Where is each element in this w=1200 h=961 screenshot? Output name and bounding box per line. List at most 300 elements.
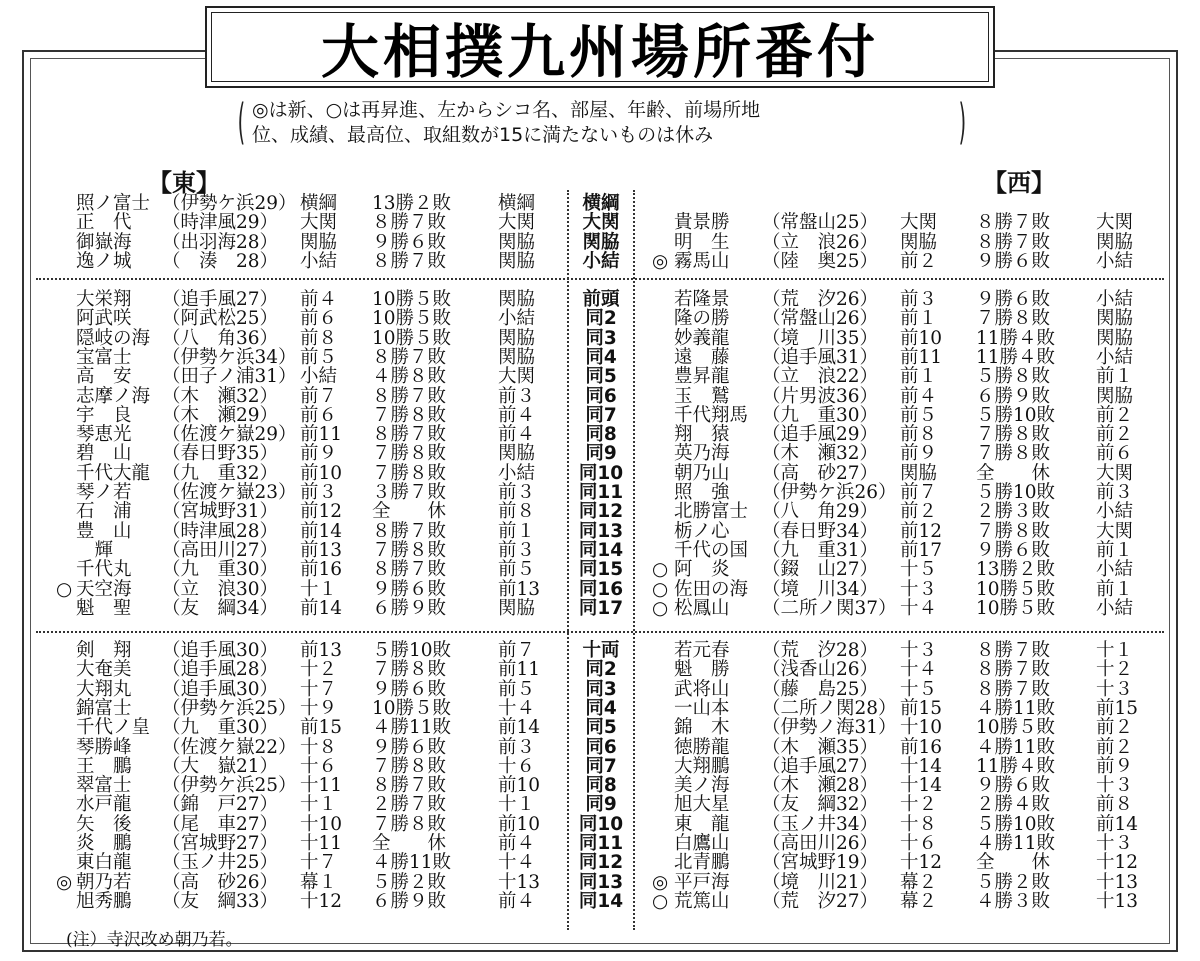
rikishi-result: ８勝７敗	[372, 212, 447, 234]
rikishi-prev: 前７	[300, 385, 338, 407]
rikishi-name: 逸ノ城	[76, 250, 132, 272]
rikishi-prev: 十14	[900, 775, 943, 797]
rikishi-name: 大翔丸	[76, 678, 132, 700]
rikishi-name: 豊昇龍	[674, 366, 730, 388]
rikishi-prev: 幕２	[900, 890, 938, 912]
rikishi-best: 小結	[1096, 250, 1134, 272]
rikishi-stable: （立 浪22）	[762, 366, 879, 388]
rikishi-stable: （木 瀬28）	[762, 775, 879, 797]
rikishi-stable: （追手風27）	[762, 755, 879, 777]
rikishi-best: 十４	[498, 852, 536, 874]
rikishi-prev: 十12	[900, 852, 943, 874]
rikishi-stable: （九 重30）	[162, 717, 279, 739]
west-label: 【西】	[983, 169, 1055, 197]
rikishi-result: ８勝７敗	[372, 346, 447, 368]
west-rikishi-row	[0, 598, 1200, 620]
rikishi-best: 関脇	[498, 289, 536, 310]
rikishi-name: 武将山	[674, 678, 730, 700]
rikishi-prev: 前11	[900, 346, 943, 368]
rikishi-best: 関脇	[498, 443, 536, 465]
rikishi-best: 前５	[498, 559, 536, 581]
rank-column-right-divider	[633, 190, 635, 930]
rikishi-result: ４勝11敗	[976, 833, 1056, 854]
rikishi-stable: （伊勢ケ浜34）	[162, 346, 297, 368]
rikishi-result: ８勝７敗	[372, 424, 447, 446]
rikishi-stable: （佐渡ケ嶽22）	[162, 736, 297, 758]
rikishi-result: ８勝７敗	[372, 775, 447, 797]
rikishi-name: 千代ノ皇	[76, 717, 151, 739]
rank-label: 同4	[585, 697, 617, 719]
rikishi-mark: ○	[652, 578, 669, 600]
rikishi-best: 関脇	[1096, 327, 1134, 349]
rikishi-result: 13勝２敗	[976, 559, 1056, 581]
rikishi-name: 朝乃山	[674, 462, 730, 484]
rikishi-result: 全 休	[372, 833, 447, 854]
rikishi-prev: 前12	[900, 520, 943, 542]
rikishi-name: 徳勝龍	[674, 736, 730, 758]
rikishi-stable: （追手風28）	[162, 659, 279, 681]
rikishi-name: 宇 良	[76, 404, 132, 426]
rikishi-result: 10勝５敗	[976, 717, 1056, 739]
rikishi-name: 水戸龍	[76, 794, 132, 816]
rikishi-name: 美ノ海	[674, 775, 730, 797]
rikishi-stable: （常盤山25）	[762, 212, 879, 234]
rikishi-stable: （田子ノ浦31）	[162, 366, 297, 388]
rikishi-result: ５勝８敗	[976, 366, 1051, 388]
rank-label: 大関	[582, 212, 620, 234]
rikishi-result: ９勝６敗	[976, 289, 1051, 310]
rikishi-prev: 前３	[900, 289, 938, 310]
rikishi-best: 前３	[498, 736, 536, 758]
rikishi-stable: （陸 奥25）	[762, 250, 879, 272]
rikishi-prev: 幕１	[300, 871, 338, 893]
rikishi-best: 大関	[498, 212, 536, 234]
rikishi-best: 十13	[1096, 871, 1139, 893]
rikishi-best: 前９	[1096, 755, 1134, 777]
rikishi-result: ５勝10敗	[976, 482, 1056, 503]
rikishi-prev: 幕２	[900, 871, 938, 893]
rikishi-prev: 十２	[300, 659, 338, 681]
rikishi-prev: 十４	[900, 659, 938, 681]
rikishi-stable: （境 川21）	[762, 871, 879, 893]
rikishi-result: ７勝８敗	[976, 308, 1051, 330]
rank-label: 同11	[578, 833, 624, 854]
rikishi-mark: ◎	[56, 871, 73, 893]
rikishi-prev: 横綱	[300, 193, 338, 214]
rikishi-result: ７勝８敗	[372, 539, 447, 561]
rikishi-name: 翔 猿	[674, 424, 730, 446]
rikishi-prev: 前16	[300, 559, 343, 581]
rikishi-stable: （常盤山26）	[762, 308, 879, 330]
rank-label: 同10	[578, 462, 624, 484]
rikishi-stable: （九 重31）	[762, 539, 879, 561]
rikishi-name: 天空海	[76, 578, 132, 600]
rank-label: 同10	[578, 813, 624, 835]
rikishi-stable: （宮城野19）	[762, 852, 879, 874]
rikishi-result: 10勝５敗	[976, 578, 1056, 600]
rikishi-name: 白鷹山	[674, 833, 730, 854]
rikishi-result: ８勝７敗	[372, 385, 447, 407]
rikishi-name: 千代大龍	[76, 462, 151, 484]
rikishi-prev: 前14	[300, 520, 343, 542]
rikishi-result: ６勝９敗	[372, 890, 447, 912]
rikishi-stable: （宮城野27）	[162, 833, 279, 854]
rikishi-prev: 十４	[900, 597, 938, 619]
rikishi-best: 関脇	[498, 346, 536, 368]
rikishi-prev: 前５	[900, 404, 938, 426]
rikishi-best: 十４	[498, 697, 536, 719]
rikishi-name: 若元春	[674, 640, 730, 661]
rikishi-prev: 十11	[300, 833, 343, 854]
rank-label: 同4	[585, 346, 617, 368]
rank-label: 関脇	[582, 231, 620, 253]
rikishi-prev: 前13	[300, 640, 343, 661]
rikishi-best: 十13	[1096, 890, 1139, 912]
rikishi-prev: 十３	[900, 640, 938, 661]
rikishi-prev: 十12	[300, 890, 343, 912]
rikishi-stable: （友 綱33）	[162, 890, 279, 912]
rikishi-result: ６勝９敗	[976, 385, 1051, 407]
rank-label: 同8	[585, 775, 617, 797]
rikishi-stable: （九 重32）	[162, 462, 279, 484]
rikishi-stable: （追手風31）	[762, 346, 879, 368]
rikishi-prev: 前４	[900, 385, 938, 407]
rikishi-result: ４勝11敗	[372, 852, 452, 874]
rikishi-prev: 前９	[300, 443, 338, 465]
rikishi-best: 大関	[498, 366, 536, 388]
rikishi-name: 志摩ノ海	[76, 385, 151, 407]
rikishi-result: ６勝９敗	[372, 597, 447, 619]
rikishi-prev: 前４	[300, 289, 338, 310]
rikishi-prev: 前２	[900, 250, 938, 272]
rikishi-name: 遠 藤	[674, 346, 730, 368]
rikishi-result: ８勝７敗	[976, 212, 1051, 234]
rikishi-result: ７勝８敗	[372, 813, 447, 835]
rikishi-best: 前５	[498, 678, 536, 700]
rikishi-best: 十１	[1096, 640, 1134, 661]
rikishi-prev: 前16	[900, 736, 943, 758]
rikishi-result: ４勝11敗	[976, 697, 1056, 719]
rikishi-best: 前３	[498, 385, 536, 407]
rikishi-prev: 十５	[900, 559, 938, 581]
rikishi-best: 前２	[1096, 404, 1134, 426]
rikishi-stable: （木 瀬35）	[762, 736, 879, 758]
rank-label: 同13	[578, 871, 624, 893]
rikishi-result: ８勝７敗	[372, 250, 447, 272]
rikishi-name: 正 代	[76, 212, 132, 234]
rikishi-result: 13勝２敗	[372, 193, 452, 214]
west-rikishi-row	[0, 251, 1200, 273]
rikishi-prev: 前８	[900, 424, 938, 446]
rikishi-result: ４勝11敗	[372, 717, 452, 739]
rikishi-result: ９勝６敗	[372, 231, 447, 253]
rank-label: 同7	[585, 404, 617, 426]
rank-label: 同5	[585, 717, 617, 739]
rikishi-name: 隠岐の海	[76, 327, 151, 349]
legend-note: ( ◎は新、○は再昇進、左からシコ名、部屋、年齢、前場所地 位、成績、最高位、取組数が15に満たないものは休み )	[237, 94, 967, 150]
rikishi-prev: 前９	[900, 443, 938, 465]
rikishi-result: 全 休	[976, 852, 1051, 874]
rikishi-stable: （阿武松25）	[162, 308, 279, 330]
rikishi-result: ７勝８敗	[976, 443, 1051, 465]
rikishi-stable: （木 瀬29）	[162, 404, 279, 426]
rank-column-left-divider	[567, 190, 569, 930]
rikishi-result: ５勝10敗	[372, 640, 452, 661]
rikishi-best: 前４	[498, 404, 536, 426]
rikishi-prev: 前10	[300, 462, 343, 484]
rikishi-prev: 十１	[300, 578, 338, 600]
rank-label: 同15	[578, 559, 624, 581]
rikishi-name: 隆の勝	[674, 308, 730, 330]
rikishi-name: 松鳳山	[674, 597, 730, 619]
rikishi-prev: 十11	[300, 775, 343, 797]
rikishi-result: ５勝10敗	[976, 813, 1056, 835]
rikishi-name: 千代翔馬	[674, 404, 749, 426]
rikishi-stable: （片男波36）	[762, 385, 879, 407]
rikishi-result: 全 休	[372, 501, 447, 523]
rikishi-best: 小結	[498, 308, 536, 330]
rikishi-best: 前３	[1096, 482, 1134, 503]
rikishi-best: 前11	[498, 659, 541, 681]
rikishi-stable: （伊勢ケ浜29）	[162, 193, 297, 214]
rikishi-prev: 前６	[300, 308, 338, 330]
rank-label: 同11	[578, 482, 624, 503]
rikishi-result: ２勝３敗	[976, 501, 1051, 523]
rikishi-name: 輝	[76, 539, 132, 561]
rikishi-result: ５勝10敗	[976, 404, 1056, 426]
rikishi-best: 前２	[1096, 424, 1134, 446]
rikishi-result: ９勝６敗	[976, 539, 1051, 561]
rikishi-mark: ○	[652, 890, 669, 912]
rikishi-result: ４勝11敗	[976, 736, 1056, 758]
rikishi-prev: 前１	[900, 308, 938, 330]
rikishi-stable: （時津風28）	[162, 520, 279, 542]
rikishi-name: 東白龍	[76, 852, 132, 874]
page-title: 大相撲九州場所番付	[320, 18, 879, 86]
rikishi-name: 朝乃若	[76, 871, 132, 893]
rikishi-result: ７勝８敗	[372, 755, 447, 777]
rikishi-prev: 前６	[300, 404, 338, 426]
rikishi-prev: 十３	[900, 578, 938, 600]
rikishi-name: 錦富士	[76, 697, 132, 719]
rikishi-prev: 前17	[900, 539, 943, 561]
rikishi-name: 平戸海	[674, 871, 730, 893]
rikishi-name: 大奄美	[76, 659, 132, 681]
rikishi-best: 関脇	[498, 250, 536, 272]
rikishi-prev: 十10	[300, 813, 343, 835]
rikishi-prev: 関脇	[300, 231, 338, 253]
rikishi-result: ７勝８敗	[372, 462, 447, 484]
rikishi-name: 琴ノ若	[76, 482, 132, 503]
rikishi-best: 小結	[498, 462, 536, 484]
rikishi-stable: （宮城野31）	[162, 501, 279, 523]
rikishi-prev: 前15	[300, 717, 343, 739]
rikishi-stable: （浅香山26）	[762, 659, 879, 681]
rikishi-best: 前１	[498, 520, 536, 542]
rikishi-prev: 前２	[900, 501, 938, 523]
rikishi-stable: （高 砂26）	[162, 871, 279, 893]
rikishi-result: 10勝５敗	[372, 697, 452, 719]
rikishi-name: 宝富士	[76, 346, 132, 368]
rikishi-mark: ○	[652, 597, 669, 619]
rikishi-result: 10勝５敗	[372, 327, 452, 349]
rikishi-prev: 前11	[300, 424, 343, 446]
rikishi-stable: （木 瀬32）	[762, 443, 879, 465]
rikishi-best: 大関	[1096, 462, 1134, 484]
rikishi-name: 北青鵬	[674, 852, 730, 874]
rikishi-stable: （九 重30）	[162, 559, 279, 581]
rikishi-name: 千代の国	[674, 539, 749, 561]
rikishi-best: 小結	[1096, 559, 1134, 581]
sanyaku-maegashira-divider	[36, 278, 1164, 280]
rikishi-name: 石 浦	[76, 501, 132, 523]
rikishi-best: 関脇	[1096, 231, 1134, 253]
rikishi-result: ９勝６敗	[372, 578, 447, 600]
rikishi-stable: （友 綱32）	[762, 794, 879, 816]
rikishi-name: 御嶽海	[76, 231, 132, 253]
rank-label: 同3	[585, 327, 617, 349]
rikishi-best: 十13	[498, 871, 541, 893]
rikishi-prev: 十７	[300, 852, 338, 874]
rikishi-best: 前７	[498, 640, 536, 661]
rikishi-result: ８勝７敗	[976, 659, 1051, 681]
rikishi-name: 千代丸	[76, 559, 132, 581]
rikishi-stable: （境 川35）	[762, 327, 879, 349]
rikishi-best: 小結	[1096, 597, 1134, 619]
rikishi-stable: （伊勢ケ浜25）	[162, 697, 297, 719]
rank-label: 小結	[582, 250, 620, 272]
rikishi-name: 一山本	[674, 697, 730, 719]
rikishi-name: 琴勝峰	[76, 736, 132, 758]
rikishi-name: 旭大星	[674, 794, 730, 816]
rikishi-prev: 十10	[900, 717, 943, 739]
rikishi-stable: （二所ノ関28）	[762, 697, 897, 719]
rikishi-prev: 前13	[300, 539, 343, 561]
rikishi-name: 霧馬山	[674, 250, 730, 272]
rikishi-stable: （藤 島25）	[762, 678, 879, 700]
rikishi-prev: 前７	[900, 482, 938, 503]
rikishi-best: 前10	[498, 813, 541, 835]
rikishi-best: 十３	[1096, 833, 1134, 854]
rikishi-name: 剣 翔	[76, 640, 132, 661]
rikishi-name: 照 強	[674, 482, 730, 503]
rikishi-best: 十６	[498, 755, 536, 777]
rikishi-name: 魁 聖	[76, 597, 132, 619]
rikishi-stable: （伊勢ケ浜25）	[162, 775, 297, 797]
rikishi-best: 前２	[1096, 736, 1134, 758]
rikishi-result: ５勝２敗	[372, 871, 447, 893]
rank-label: 同17	[578, 597, 624, 619]
rikishi-best: 前２	[1096, 717, 1134, 739]
rikishi-best: 前３	[498, 539, 536, 561]
rikishi-stable: （玉ノ井25）	[162, 852, 279, 874]
rikishi-stable: （友 綱34）	[162, 597, 279, 619]
rikishi-result: ８勝７敗	[976, 640, 1051, 661]
rikishi-result: ２勝４敗	[976, 794, 1051, 816]
rikishi-stable: （荒 汐26）	[762, 289, 879, 310]
rikishi-name: 琴恵光	[76, 424, 132, 446]
rikishi-mark: ○	[652, 559, 669, 581]
rikishi-result: ９勝６敗	[976, 250, 1051, 272]
rikishi-best: 小結	[1096, 289, 1134, 310]
rikishi-best: 関脇	[1096, 385, 1134, 407]
rikishi-result: ５勝２敗	[976, 871, 1051, 893]
footnote: (注）寺沢改め朝乃若。	[66, 930, 243, 950]
rikishi-stable: （高田川26）	[762, 833, 879, 854]
legend-line-1: ◎は新、○は再昇進、左からシコ名、部屋、年齢、前場所地	[252, 99, 761, 121]
rikishi-best: 小結	[1096, 346, 1134, 368]
rank-label: 前頭	[582, 289, 620, 310]
rikishi-best: 十12	[1096, 852, 1139, 874]
rikishi-prev: 十６	[300, 755, 338, 777]
rikishi-stable: （立 浪30）	[162, 578, 279, 600]
rikishi-name: 翠富士	[76, 775, 132, 797]
rikishi-best: 十３	[1096, 775, 1134, 797]
rikishi-best: 前14	[498, 717, 541, 739]
rikishi-best: 小結	[1096, 501, 1134, 523]
rikishi-stable: （立 浪26）	[762, 231, 879, 253]
rikishi-stable: （錦 戸27）	[162, 794, 279, 816]
rikishi-stable: （荒 汐28）	[762, 640, 879, 661]
maegashira-juryo-divider	[36, 631, 1164, 633]
rank-label: 横綱	[582, 193, 620, 214]
rikishi-prev: 前８	[300, 327, 338, 349]
rikishi-result: ９勝６敗	[372, 736, 447, 758]
rikishi-result: 10勝５敗	[372, 308, 452, 330]
rikishi-result: ８勝７敗	[372, 559, 447, 581]
rikishi-prev: 前14	[300, 597, 343, 619]
rikishi-stable: （錣 山27）	[762, 559, 879, 581]
rikishi-name: 高 安	[76, 366, 132, 388]
rikishi-prev: 前３	[300, 482, 338, 503]
rikishi-best: 十２	[1096, 659, 1134, 681]
rikishi-result: ８勝７敗	[372, 520, 447, 542]
rikishi-prev: 十８	[300, 736, 338, 758]
rikishi-name: 荒篤山	[674, 890, 730, 912]
rikishi-best: 前６	[1096, 443, 1134, 465]
rikishi-result: ８勝７敗	[976, 678, 1051, 700]
rikishi-result: ７勝８敗	[372, 404, 447, 426]
rikishi-result: ３勝７敗	[372, 482, 447, 503]
rikishi-name: 大栄翔	[76, 289, 132, 310]
rikishi-best: 関脇	[498, 231, 536, 253]
rikishi-mark: ○	[56, 578, 73, 600]
rikishi-name: 栃ノ心	[674, 520, 730, 542]
rank-label: 同9	[585, 443, 617, 465]
rikishi-best: 大関	[1096, 212, 1134, 234]
rank-label: 同13	[578, 520, 624, 542]
rikishi-prev: 大関	[900, 212, 938, 234]
rikishi-stable: （大 嶽21）	[162, 755, 279, 777]
rikishi-name: 魁 勝	[674, 659, 730, 681]
rank-label: 同6	[585, 736, 617, 758]
rikishi-stable: （八 角29）	[762, 501, 879, 523]
rank-label: 同2	[585, 308, 617, 330]
rikishi-prev: 十６	[900, 833, 938, 854]
rikishi-name: 佐田の海	[674, 578, 749, 600]
rikishi-result: 11勝４敗	[976, 327, 1056, 349]
rikishi-best: 前１	[1096, 578, 1134, 600]
rank-label: 同7	[585, 755, 617, 777]
rikishi-stable: （出羽海28）	[162, 231, 279, 253]
rank-label: 同3	[585, 678, 617, 700]
rikishi-best: 大関	[1096, 520, 1134, 542]
rank-label: 同14	[578, 890, 624, 912]
rikishi-name: 明 生	[674, 231, 730, 253]
rikishi-result: ８勝７敗	[976, 231, 1051, 253]
rank-label: 同9	[585, 794, 617, 816]
rikishi-name: 照ノ富士	[76, 193, 151, 214]
